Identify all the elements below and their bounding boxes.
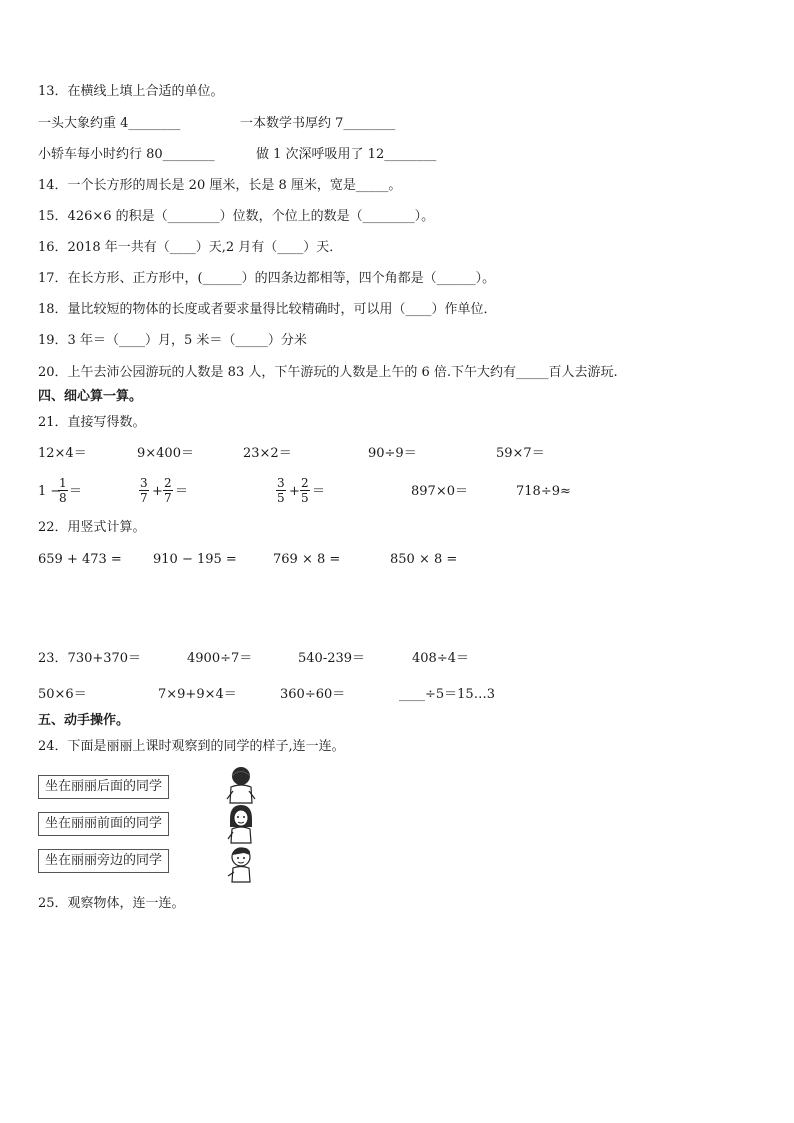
- q21-r1-e: 59×7＝: [496, 446, 545, 461]
- q21-r1-b: 9×400＝: [137, 446, 194, 461]
- fraction-denominator: 8: [59, 491, 67, 505]
- fraction-denominator: 5: [301, 491, 309, 505]
- q21-r2-c-eq: ＝: [312, 484, 326, 499]
- q17: 17．在长方形、正方形中，(______）的四条边都相等，四个角都是（______）。: [38, 271, 496, 286]
- fraction-numerator: 3: [140, 476, 148, 490]
- q21-r2-b-op: +: [152, 484, 163, 499]
- q13-item-c: 小轿车每小时约行 80________: [38, 147, 215, 162]
- q22-item-4: 850 × 8 =: [390, 552, 458, 567]
- q16: 16．2018 年一共有（____）天,2 月有（____）天．: [38, 240, 343, 255]
- q23-r1-d: 408÷4＝: [412, 651, 469, 666]
- q13-title: 13．在横线上填上合适的单位。: [38, 84, 224, 99]
- q15: 15．426×6 的积是（________）位数，个位上的数是（________）。: [38, 209, 435, 224]
- fraction-numerator: 2: [164, 476, 172, 490]
- q19: 19．3 年＝（____）月，5 米＝（_____）分米: [38, 333, 307, 348]
- q20: 20．上午去沛公园游玩的人数是 83 人，下午游玩的人数是上午的 6 倍.下午大约有_____百人去游玩.: [38, 365, 618, 380]
- q21-r2-c-fraction-1: [276, 476, 286, 505]
- q14: 14．一个长方形的周长是 20 厘米，长是 8 厘米，宽是_____。: [38, 178, 402, 193]
- q18: 18．量比较短的物体的长度或者要求量得比较精确时，可以用（____）作单位．: [38, 302, 497, 317]
- q22-item-1: 659 + 473 =: [38, 552, 122, 567]
- q23-r2-a: 50×6＝: [38, 687, 87, 702]
- q22-item-2: 910 − 195 =: [153, 552, 237, 567]
- section-4-heading: 四、细心算一算。: [38, 389, 143, 404]
- q21-r1-c: 23×2＝: [243, 446, 292, 461]
- q21-r1-d: 90÷9＝: [368, 446, 417, 461]
- q22-item-3: 769 × 8 =: [273, 552, 341, 567]
- q21-r2-d: 897×0＝: [411, 484, 468, 499]
- q21-r2-c-op: +: [289, 484, 300, 499]
- q21-r2-c-fraction-2: [300, 476, 310, 505]
- q23-r1-c: 540-239＝: [298, 651, 366, 666]
- q24-box-behind[interactable]: 坐在丽丽后面的同学: [38, 775, 169, 799]
- fraction-denominator: 7: [164, 491, 172, 505]
- q23-r2-c: 360÷60＝: [280, 687, 346, 702]
- q23-r1-a: 23．730+370＝: [38, 651, 142, 666]
- child-back-view-icon[interactable]: [224, 765, 258, 805]
- q13-item-a: 一头大象约重 4________: [38, 116, 181, 131]
- q24-title: 24．下面是丽丽上课时观察到的同学的样子,连一连。: [38, 739, 345, 754]
- fraction-numerator: 2: [301, 476, 309, 490]
- q24-box-front[interactable]: 坐在丽丽前面的同学: [38, 812, 169, 836]
- q21-r2-a-eq: ＝: [69, 484, 83, 499]
- fraction-numerator: 3: [277, 476, 285, 490]
- q21-r2-a-fraction: [58, 476, 68, 505]
- q22-title: 22．用竖式计算。: [38, 520, 146, 535]
- q13-item-b: 一本数学书厚约 7________: [240, 116, 396, 131]
- fraction-numerator: 1: [59, 476, 67, 490]
- q21-r2-b-fraction-2: [163, 476, 173, 505]
- q24-box-side[interactable]: 坐在丽丽旁边的同学: [38, 849, 169, 873]
- q21-r1-a: 12×4＝: [38, 446, 87, 461]
- q23-r2-b: 7×9+9×4＝: [158, 687, 237, 702]
- q21-r2-b-eq: ＝: [175, 484, 189, 499]
- q23-r2-d: ____÷5＝15…3: [399, 687, 495, 702]
- q21-r2-b-fraction-1: [139, 476, 149, 505]
- fraction-denominator: 7: [140, 491, 148, 505]
- fraction-denominator: 5: [277, 491, 285, 505]
- q23-r1-b: 4900÷7＝: [187, 651, 253, 666]
- child-side-view-icon[interactable]: [226, 844, 258, 884]
- q13-item-d: 做 1 次深呼吸用了 12________: [256, 147, 437, 162]
- section-5-heading: 五、动手操作。: [38, 713, 130, 728]
- q21-r2-e: 718÷9≈: [516, 484, 571, 499]
- q25: 25．观察物体，连一连。: [38, 896, 185, 911]
- q21-title: 21．直接写得数。: [38, 415, 146, 430]
- q21-r2-a-whole: 1 −: [38, 484, 62, 499]
- child-front-view-icon[interactable]: [224, 803, 258, 845]
